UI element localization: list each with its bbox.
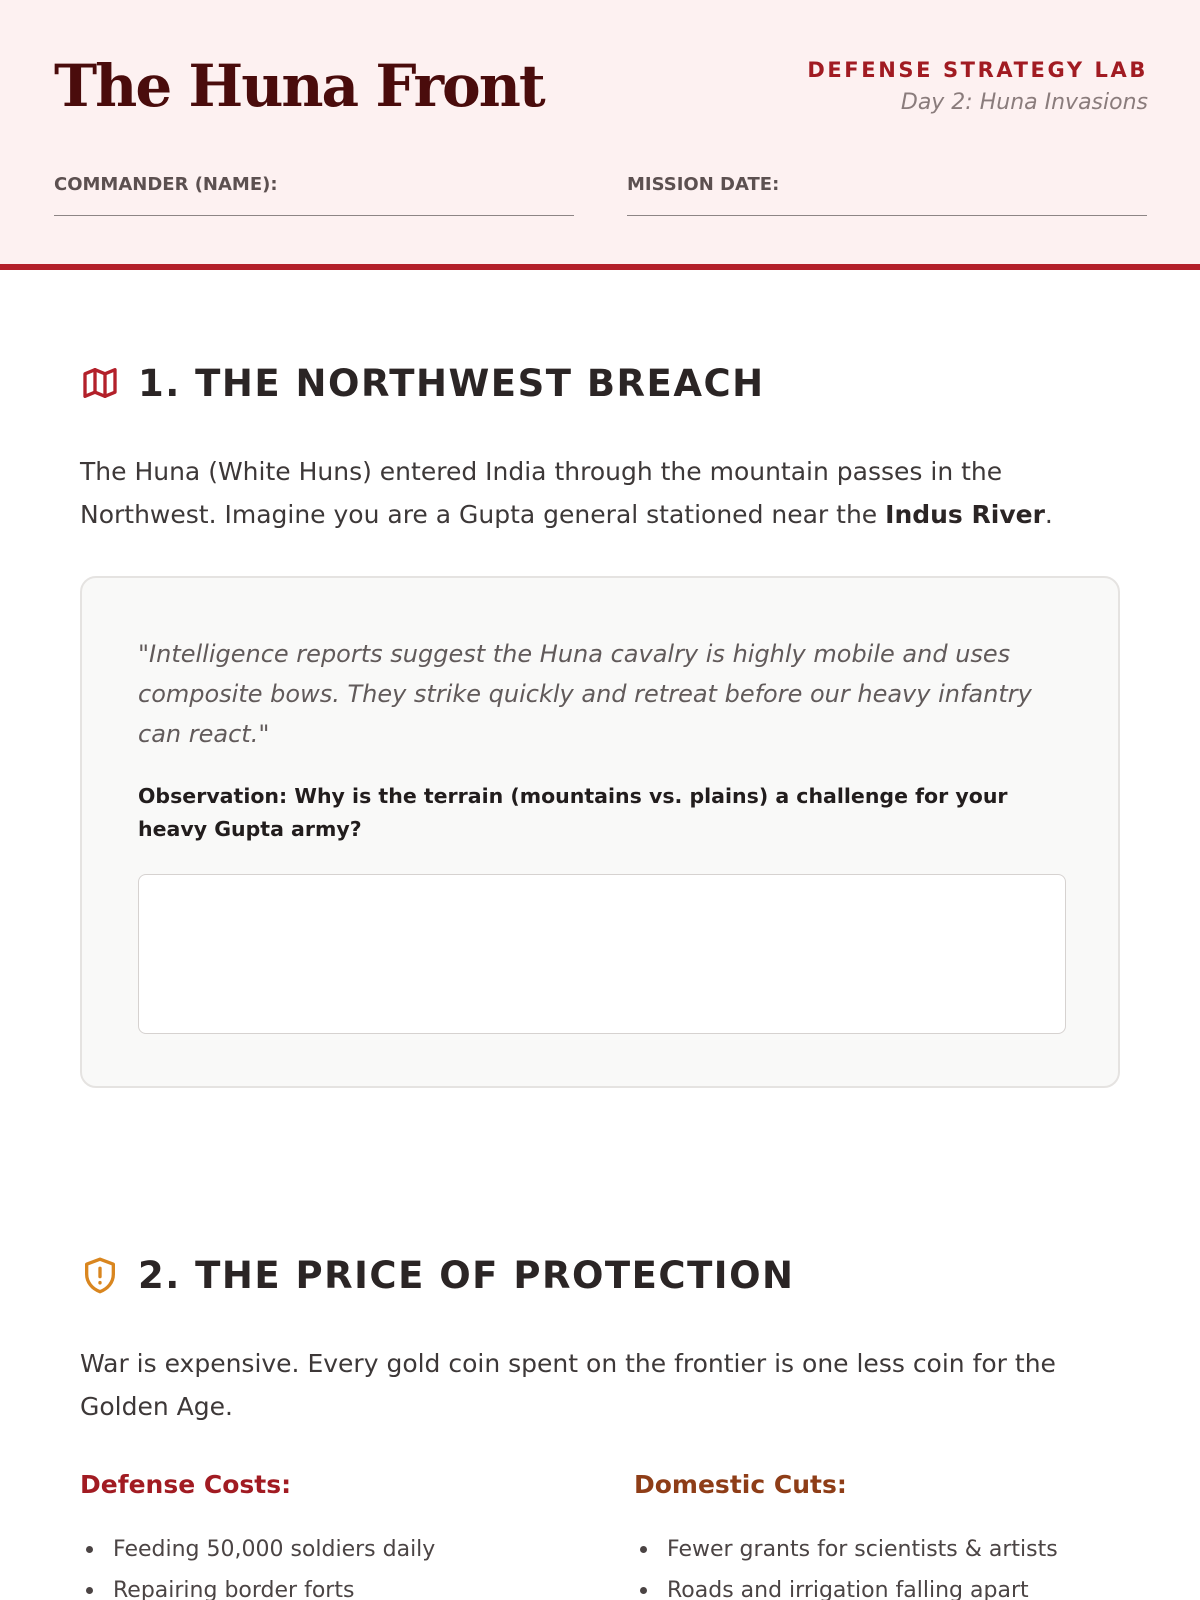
commander-name-field[interactable]: [54, 174, 574, 216]
commander-name-label: COMMANDER (NAME):: [54, 174, 278, 195]
shield-alert-icon: [80, 1255, 120, 1295]
section-2-title: 2. THE PRICE OF PROTECTION: [138, 1253, 795, 1297]
list-item: Roads and irrigation falling apart: [634, 1570, 1114, 1600]
section-2-heading: [80, 1250, 795, 1300]
indus-river-highlight: Indus River: [885, 500, 1045, 529]
defense-costs-column: [80, 1470, 560, 1600]
mission-date-field[interactable]: [627, 174, 1147, 216]
section-1-intro: [80, 450, 1120, 536]
defense-costs-heading: Defense Costs:: [80, 1470, 292, 1499]
day-subtitle: Day 2: Huna Invasions: [900, 90, 1148, 115]
section-1-title: 1. THE NORTHWEST BREACH: [138, 361, 765, 405]
list-item: Fewer grants for scientists & artists: [634, 1529, 1114, 1570]
worksheet-header: [0, 0, 1200, 270]
observation-question: Observation: Why is the terrain (mountains vs. plains) a challenge for your heavy Gupta army?: [138, 784, 1008, 841]
section-1-intro-end: .: [1044, 500, 1053, 529]
section-2-intro: War is expensive. Every gold coin spent on the frontier is one less coin for the Golden Age.: [80, 1349, 1056, 1421]
list-item: Feeding 50,000 soldiers daily: [80, 1529, 560, 1570]
page-title: The Huna Front: [54, 52, 544, 120]
domestic-cuts-column: [634, 1470, 1114, 1600]
section-1-heading: [80, 358, 765, 408]
defense-costs-list: [80, 1529, 560, 1600]
mission-date-label: MISSION DATE:: [627, 174, 780, 195]
observation-answer-box[interactable]: [138, 874, 1066, 1034]
domestic-cuts-list: [634, 1529, 1114, 1600]
domestic-cuts-heading: Domestic Cuts:: [634, 1470, 847, 1499]
list-item: Repairing border forts: [80, 1570, 560, 1600]
lab-label: DEFENSE STRATEGY LAB: [807, 58, 1148, 82]
intelligence-quote: "Intelligence reports suggest the Huna cavalry is highly mobile and uses composite bows. They strike quickly and retreat before our heavy infantry can react.": [138, 640, 1032, 748]
map-icon: [80, 363, 120, 403]
section-1-intro-text: The Huna (White Huns) entered India through the mountain passes in the Northwest. Imagine you are a Gupta general stationed near the: [80, 457, 1003, 529]
intelligence-card: [80, 576, 1120, 1088]
